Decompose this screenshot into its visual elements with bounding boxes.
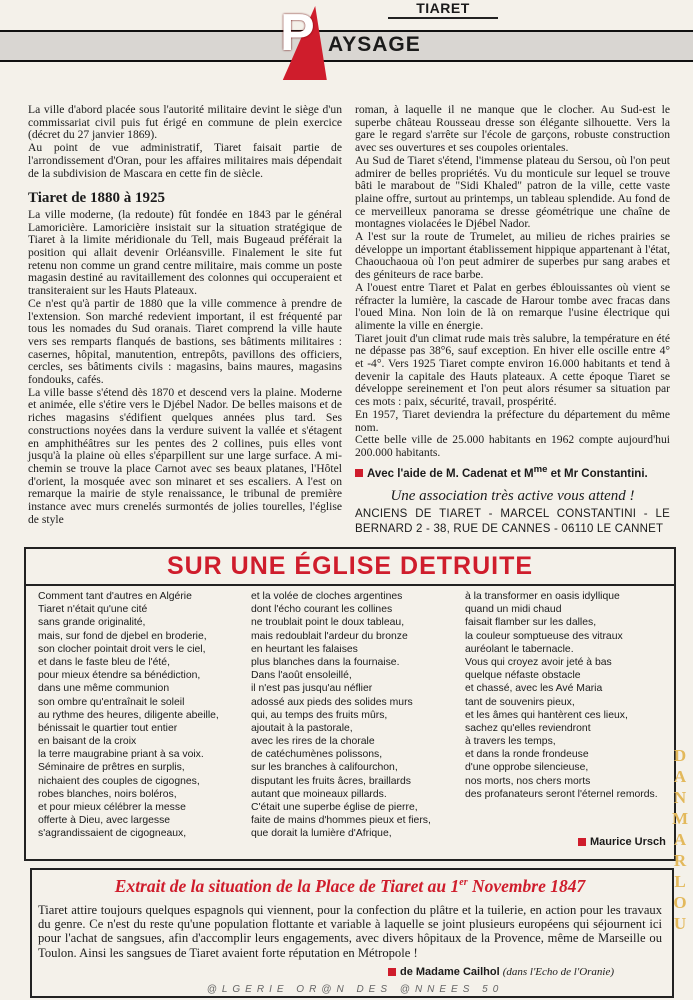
- poem-author: Maurice Ursch: [578, 836, 666, 848]
- paragraph: Au Sud de Tiaret s'étend, l'immense plateau du Sersou, où l'on peut admirer de belles propriétés. Vu du monticule sur lequel se trouve bâti le marabout de "Sidi Khaled" patron de la ville, cette vaste plaine offre, surtout au printemps, un tableau splendide. Au fond de ce merveilleux panorama se dresse géométrique une chaîne de montagnes violacées le Djébel Nador.: [355, 153, 670, 231]
- section-title: AYSAGE: [328, 33, 421, 56]
- watermark-letter: R: [673, 851, 687, 870]
- extract-title: Extrait de la situation de la Place de Tiaret au 1er Novembre 1847: [114, 876, 586, 896]
- paragraph: La ville basse s'étend dès 1870 et descend vers la plaine. Moderne et animée, elle s'étire vers le Djébel Nador. De belles maisons et de riches magasins s'édifient quelques années plus tard. Ses constructions noyées dans la verdure suivent la vallée et s'étagent en amphithéâtres sur les pentes des 2 collines, puis elles vont jusqu'à la plaine où elles s'éparpillent sur une large surface. A mi-chemin se trouve la place Carnot avec ses beaux platanes, l'Hôtel d'orient, la mosquée avec son minaret et ses escaliers. A l'est on remarque la mairie de style renaissance, le tribunal de première instance avec murs crenelés surmontés de jolies tourelles, l'église de style: [28, 385, 342, 526]
- association-address: ANCIENS DE TIARET - MARCEL CONSTANTINI - LE BERNARD 2 - 38, RUE DE CANNES - 06110 LE CANNET: [355, 507, 670, 535]
- right-column: [355, 104, 670, 537]
- watermark-letter: U: [673, 914, 687, 933]
- poem-line: nichaient des couples de cigognes,: [38, 775, 200, 787]
- paragraph: Cette belle ville de 25.000 habitants en 1962 compte aujourd'hui 200.000 habitants.: [355, 433, 670, 459]
- watermark-letter: L: [674, 872, 686, 891]
- poem-line: Séminaire de prêtres en surplis,: [38, 762, 185, 774]
- poem-line: ajoutait à la pastorale,: [251, 722, 353, 734]
- poem-line: disputant les fruits âcres, braillards: [251, 775, 411, 787]
- poem-line: à la transformer en oasis idyllique: [465, 591, 620, 602]
- poem-line: Dans l'août ensoleillé,: [251, 670, 352, 682]
- poem-line: adossé aux pieds des solides murs: [251, 696, 413, 708]
- poem-line: tant de souvenirs pieux,: [465, 696, 575, 708]
- poem-title: SUR UNE ÉGLISE DETRUITE: [166, 552, 534, 580]
- poem-line: faite de mains d'hommes pieux et fiers,: [251, 815, 431, 827]
- paragraph: Tiaret jouit d'un climat rude mais très salubre, la température en été ne dépasse pas 38°6, sauf exception. En hiver elle oscille entre 4° et -4°. Vers 1925 Tiaret compte environ 16.000 habitants et tend à devenir la capitale des Hauts plateaux. A cette époque Tiaret se développe sereinement et l'on peut alors résumer sa situation par ces mots : paix, sécurité, travail, prospérité.: [355, 331, 670, 409]
- poem-line: et dans le faste bleu de l'été,: [38, 656, 170, 668]
- poem-line: quand un midi chaud: [465, 604, 562, 616]
- poem-line: dont l'écho courant les collines: [251, 604, 393, 616]
- poem-line: bénissait le quartier tout entier: [38, 722, 178, 734]
- poem-line: pour mieux étendre sa bénédiction,: [38, 670, 201, 682]
- poem-line: Vous qui croyez avoir jeté à bas: [465, 656, 612, 668]
- watermark-letter: A: [673, 767, 687, 786]
- poem-line: mais, sur fond de djebel en broderie,: [38, 630, 207, 642]
- poem-line: plus blanches dans la fournaise.: [251, 656, 400, 668]
- poem-line: à travers les temps,: [465, 736, 556, 748]
- poem-line: ne troublait point le doux tableau,: [251, 617, 405, 629]
- intro-paragraph: La ville d'abord placée sous l'autorité militaire devint le siège d'un commissariat civil puis fut érigé en commune de plein exercice (décret du 27 janvier 1869). Au point de vue administratif, Tiaret faisait partie de l'arrondissement d'Oran, pour les affaires militaires mais dépendait de la subdivision de Mascara en cette fin de siècle.: [28, 103, 342, 180]
- poem-line: quelque néfaste obstacle: [465, 670, 581, 682]
- poem-line: robes blanches, noirs boléros,: [38, 788, 177, 800]
- poem-line: que dorait la lumière d'Afrique,: [251, 828, 392, 840]
- paragraph: A l'ouest entre Tiaret et Palat en gerbes éblouissantes où vient se réfracter la lumière, la cascade de Harour tombe avec fracas dans l'oued Mina. Non loin de là on remarque l'usine électrique qui alimente la ville en énergie.: [355, 280, 670, 332]
- logo-letter: P: [280, 4, 315, 62]
- poem-line: sur les branches à califourchon,: [251, 762, 398, 774]
- poem-line: la terre maugrabine priant à sa voix.: [38, 749, 204, 761]
- poem-line: C'était une superbe église de pierre,: [251, 802, 418, 813]
- poem-line: faisait flamber sur les dalles,: [465, 617, 597, 629]
- poem-line: Comment tant d'autres en Algérie: [38, 591, 192, 602]
- poem-line: au rythme des heures, diligente abeille,: [38, 709, 219, 721]
- extract-text: Tiaret attire toujours quelques espagnols qui viennent, pour la confection du plâtre et la tuilerie, en action pour les travaux du genre. Ce n'est du reste qu'une population flottante et variable à laquelle se joint plusieurs européens qui séjournent ici pour l'achat de sangsues, afin d'accomplir leurs engagements, avec divers hôpitaux de la Provence, même de Marseille ou Toulon. Ainsi les sangsues de Tiaret avaient forte réputation en Métropole !: [38, 903, 662, 960]
- paragraph: roman, à laquelle il ne manque que le clocher. Au Sud-est le superbe château Rousseau dresse son élégante silhouette. Vers la gare le regard s'arrête sur l'école de garçons, robuste construction avec ses ouvertures et ses coupoles orientales.: [355, 103, 670, 155]
- poem-line: d'une opprobe silencieuse,: [465, 762, 589, 774]
- poem-line: et dans la ronde frondeuse: [465, 749, 589, 761]
- watermark-letter: A: [673, 830, 687, 849]
- magazine-title-rule: [388, 17, 498, 19]
- extract-credit: de Madame Cailhol (dans l'Echo de l'Oranie): [388, 966, 614, 978]
- paragraph: En 1957, Tiaret deviendra la préfecture du département du même nom.: [355, 407, 670, 434]
- magazine-title: TIARET: [416, 0, 470, 16]
- poem-line: la couleur somptueuse des vitraux: [465, 630, 623, 642]
- side-watermark: [669, 745, 691, 934]
- poem-line: et les âmes qui hantèrent ces lieux,: [465, 709, 628, 721]
- poem-line: son clocher pointait droit vers le ciel,: [38, 643, 206, 655]
- poem-line: nos morts, nos chers morts: [465, 775, 591, 787]
- poem-line: s'agrandissaient de cigogneaux,: [38, 828, 187, 840]
- association-title: Une association très active vous attend !: [390, 488, 635, 505]
- poem-column-1: [38, 590, 219, 841]
- poem-line: en baisant de la croix: [38, 736, 137, 748]
- poem-line: et pour mieux célébrer la messe: [38, 802, 186, 813]
- poem-line: sachez qu'elles reviendront: [465, 722, 591, 734]
- poem-line: Tiaret n'était qu'une cité: [38, 604, 148, 616]
- poem-line: sans grande originalité,: [38, 617, 146, 629]
- poem-line: offerte à Dieu, avec largesse: [38, 815, 171, 827]
- poem-line: des profanateurs seront l'éternel remords.: [465, 788, 658, 800]
- poem-line: avec les rires de la chorale: [251, 736, 375, 748]
- poem-title-rule: [24, 584, 676, 586]
- poem-line: et la volée de cloches argentines: [251, 591, 403, 602]
- paragraph: A l'est sur la route de Trumelet, au milieu de riches prairies se développe un important établissement hippique appartenant à l'état, Chaouchaoua où l'on peut admirer de superbes pur sang arabes et des géniteurs de race barbe.: [355, 230, 670, 282]
- red-square-icon: [388, 968, 396, 976]
- poem-column-3: [465, 590, 658, 801]
- watermark-letter: O: [673, 893, 687, 912]
- poem-line: mais redoublait l'ardeur du bronze: [251, 630, 408, 642]
- paragraph: La ville moderne, (la redoute) fût fondée en 1843 par le général Lamoricière. Lamoricière insistait sur la situation stratégique de Tiaret à la limite méridionale du Tell, mais Bugeaud préférait la position qui allait devenir Orléansville. Finalement le site fut retenu non comme un grand centre militaire, mais comme un poste magasin destiné au ravitaillement des colonnes qui occuperaient et transiteraient sur les Hauts Plateaux.: [28, 207, 342, 298]
- subheading: Tiaret de 1880 à 1925: [28, 190, 165, 207]
- poem-line: auréolant le tabernacle.: [465, 643, 574, 655]
- poem-line: et chassé, avec les Avé Maria: [465, 683, 603, 695]
- poem-line: de catéchumènes polissons,: [251, 749, 383, 761]
- article-credit: Avec l'aide de M. Cadenat et $M^{me}$ et Mr Constantini.: [355, 464, 670, 481]
- left-column: [28, 104, 342, 527]
- watermark-letter: D: [673, 746, 687, 765]
- paragraph: Ce n'est qu'à partir de 1880 que la ville commence à prendre de l'extension. Son marché redevient important, il est fréquenté par tous les nomades du Sud oranais. Tiaret comprend la ville haute vers ses remparts flanqués de bastions, ses bâtiments militaires : casernes, hôpital, manutention, entrepôts, pavillons des officiers, cercles, ses bâtiments civils : magasins, bains maures, magasins fondouks, cafés.: [28, 296, 342, 387]
- red-square-icon: [355, 469, 363, 477]
- poem-line: dans une même communion: [38, 683, 170, 695]
- poem-line: il n'est pas jusqu'au néflier: [251, 683, 373, 695]
- poem-column-2: [251, 590, 431, 841]
- footer-watermark: @LGERIE OR@N DES @NNEES 50: [206, 984, 504, 995]
- poem-line: en heurtant les falaises: [251, 643, 358, 655]
- poem-line: autant que moineaux pillards.: [251, 788, 387, 800]
- watermark-letter: N: [673, 788, 687, 807]
- poem-line: son ombre qu'entraînait le soleil: [38, 696, 185, 708]
- poem-line: qui, au temps des fruits mûrs,: [251, 709, 388, 721]
- watermark-letter: M: [671, 809, 689, 828]
- red-square-icon: [578, 838, 586, 846]
